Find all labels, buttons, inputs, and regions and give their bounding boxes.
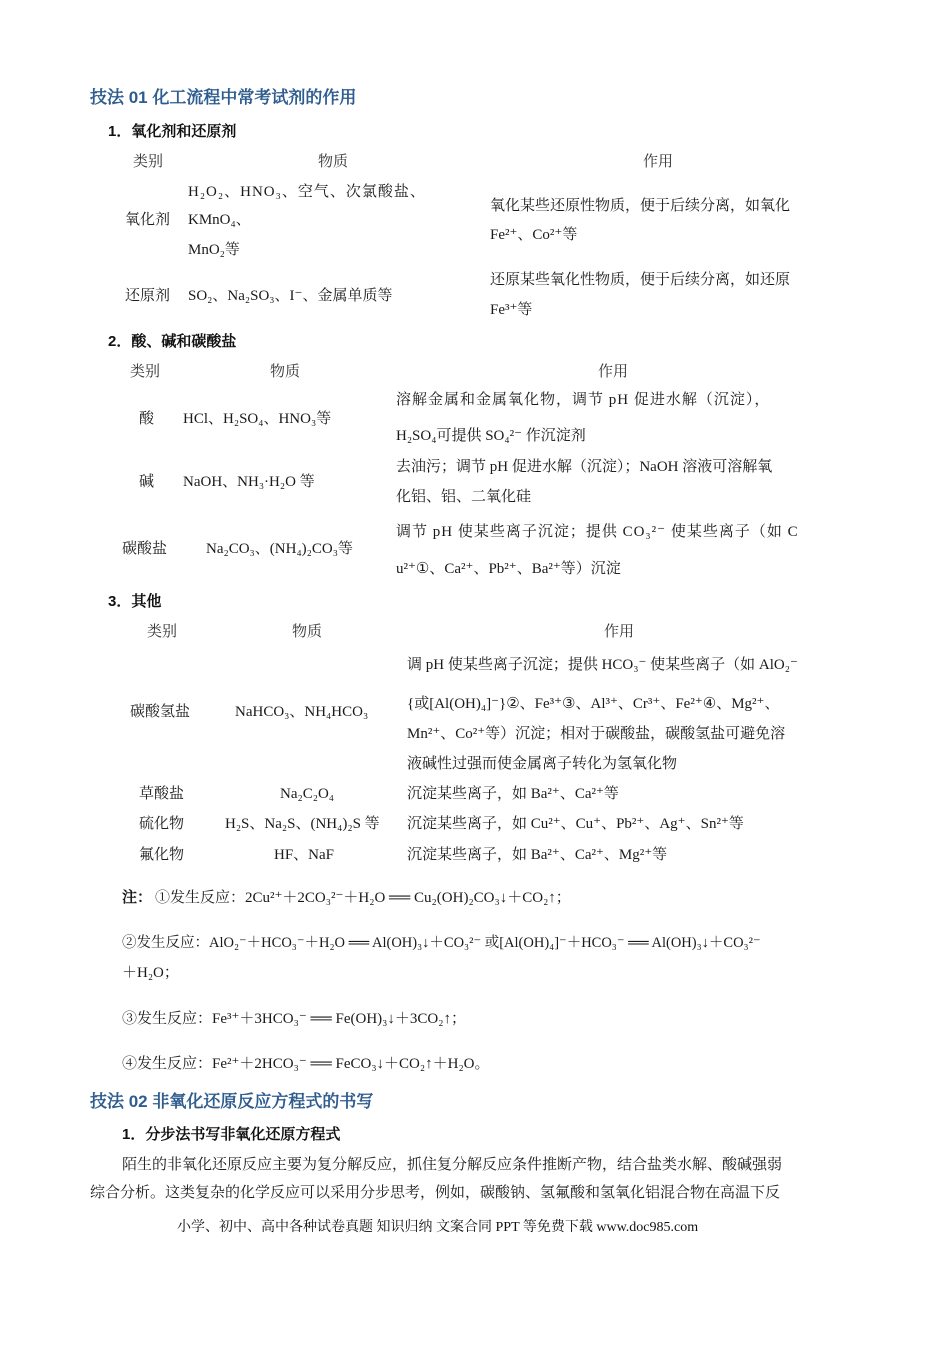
- row-effect: 去油污；调节 pH 促进水解（沉淀）；NaOH 溶液可溶解氧: [396, 459, 773, 475]
- row-substance: Na₂CO₃、(NH₄)₂CO₃等: [206, 541, 353, 557]
- row-substance: SO₂、Na₂SO₃、I⁻、金属单质等: [188, 288, 393, 304]
- row-category: 碱: [139, 474, 155, 490]
- row-effect: 氧化某些还原性物质，便于后续分离，如氧化: [490, 198, 791, 214]
- row-effect: 溶解金属和金属氧化物，调节 pH 促进水解（沉淀），: [396, 392, 771, 408]
- row-category: 硫化物: [139, 816, 185, 832]
- header-effect: 作用: [604, 624, 635, 640]
- row-category: 氟化物: [139, 847, 185, 863]
- row-effect: u²⁺①、Ca²⁺、Pb²⁺、Ba²⁺等）沉淀: [396, 561, 621, 577]
- row-effect: Fe³⁺等: [490, 302, 533, 318]
- note-4: ④发生反应：Fe²⁺＋2HCO₃⁻ ══ FeCO₃↓＋CO₂↑＋H₂O。: [122, 1056, 490, 1072]
- header-effect: 作用: [643, 154, 674, 170]
- row-effect: 沉淀某些离子，如 Cu²⁺、Cu⁺、Pb²⁺、Ag⁺、Sn²⁺等: [407, 816, 744, 832]
- note-2: ②发生反应：AlO₂⁻＋HCO₃⁻＋H₂O ══ Al(OH)₃↓＋CO₃²⁻ 或[Al(OH)₄]⁻＋HCO₃⁻ ══ Al(OH)₃↓＋CO₃²⁻: [122, 935, 761, 951]
- row-category: 草酸盐: [139, 786, 185, 802]
- note-2-cont: ＋H₂O；: [122, 965, 179, 981]
- paragraph-line: 综合分析。这类复杂的化学反应可以采用分步思考，例如，碳酸钠、氢氟酸和氢氧化铝混合物在高温下反: [90, 1185, 781, 1201]
- row-substance: H₂S、Na₂S、(NH₄)₂S 等: [225, 816, 380, 832]
- row-substance: NaOH、NH₃·H₂O 等: [183, 474, 315, 490]
- notes-label: 注：: [122, 889, 153, 906]
- row-substance: MnO₂等: [188, 242, 240, 258]
- row-effect: 化铝、铝、二氧化硅: [396, 489, 532, 505]
- note-3: ③发生反应：Fe³⁺＋3HCO₃⁻ ══ Fe(OH)₃↓＋3CO₂↑；: [122, 1011, 466, 1027]
- row-effect: Mn²⁺、Co²⁺等）沉淀；相对于碳酸盐，碳酸氢盐可避免溶: [407, 726, 786, 742]
- row-category: 碳酸盐: [122, 541, 168, 557]
- subsection-title-oxidant-reductant: 1．氧化剂和还原剂: [108, 123, 237, 140]
- row-substance: H₂O₂、HNO₃、空气、次氯酸盐、: [188, 184, 426, 200]
- row-category: 氧化剂: [125, 212, 171, 228]
- row-effect: 调节 pH 使某些离子沉淀；提供 CO₃²⁻ 使某些离子（如 C: [396, 524, 799, 540]
- subsection-title-acid-base: 2．酸、碱和碳酸盐: [108, 333, 237, 350]
- row-effect: {或[Al(OH)₄]⁻}②、Fe³⁺③、Al³⁺、Cr³⁺、Fe²⁺④、Mg²⁺、: [407, 696, 780, 712]
- row-effect: 液碱性过强而使金属离子转化为氢氧化物: [407, 756, 678, 772]
- page-footer: 小学、初中、高中各种试卷真题 知识归纳 文案合同 PPT 等免费下载 www.doc985.com: [177, 1220, 699, 1235]
- header-substance: 物质: [270, 364, 301, 380]
- note-1: ①发生反应：2Cu²⁺＋2CO₃²⁻＋H₂O ══ Cu₂(OH)₂CO₃↓＋CO₂↑；: [155, 890, 571, 906]
- header-substance: 物质: [292, 624, 323, 640]
- header-category: 类别: [133, 154, 164, 170]
- row-effect: 还原某些氧化性物质，便于后续分离，如还原: [490, 272, 791, 288]
- row-substance: HCl、H₂SO₄、HNO₃等: [183, 411, 332, 427]
- header-category: 类别: [130, 364, 161, 380]
- row-category: 碳酸氢盐: [130, 704, 191, 720]
- header-category: 类别: [147, 624, 178, 640]
- row-effect: 沉淀某些离子，如 Ba²⁺、Ca²⁺、Mg²⁺等: [407, 847, 668, 863]
- paragraph-line: 陌生的非氧化还原反应主要为复分解反应，抓住复分解反应条件推断产物，结合盐类水解、酸碱强弱: [122, 1157, 783, 1173]
- section-heading-1: 技法 01 化工流程中常考试剂的作用: [90, 88, 357, 107]
- row-substance: KMnO₄、: [188, 212, 251, 228]
- row-substance: NaHCO₃、NH₄HCO₃: [235, 704, 369, 720]
- header-effect: 作用: [598, 364, 629, 380]
- row-effect: H₂SO₄可提供 SO₄²⁻ 作沉淀剂: [396, 428, 586, 444]
- row-substance: Na₂C₂O₄: [280, 786, 335, 802]
- header-substance: 物质: [318, 154, 349, 170]
- row-effect: 沉淀某些离子，如 Ba²⁺、Ca²⁺等: [407, 786, 619, 802]
- subsection-title-other: 3．其他: [108, 593, 162, 610]
- row-effect: 调 pH 使某些离子沉淀；提供 HCO₃⁻ 使某些离子（如 AlO₂⁻: [407, 657, 798, 673]
- row-category: 酸: [139, 411, 155, 427]
- subsection-title-stepwise: 1．分步法书写非氧化还原方程式: [122, 1126, 341, 1143]
- section-heading-2: 技法 02 非氧化还原反应方程式的书写: [90, 1092, 374, 1111]
- row-substance: HF、NaF: [274, 847, 335, 863]
- row-effect: Fe²⁺、Co²⁺等: [490, 227, 578, 243]
- row-category: 还原剂: [125, 288, 171, 304]
